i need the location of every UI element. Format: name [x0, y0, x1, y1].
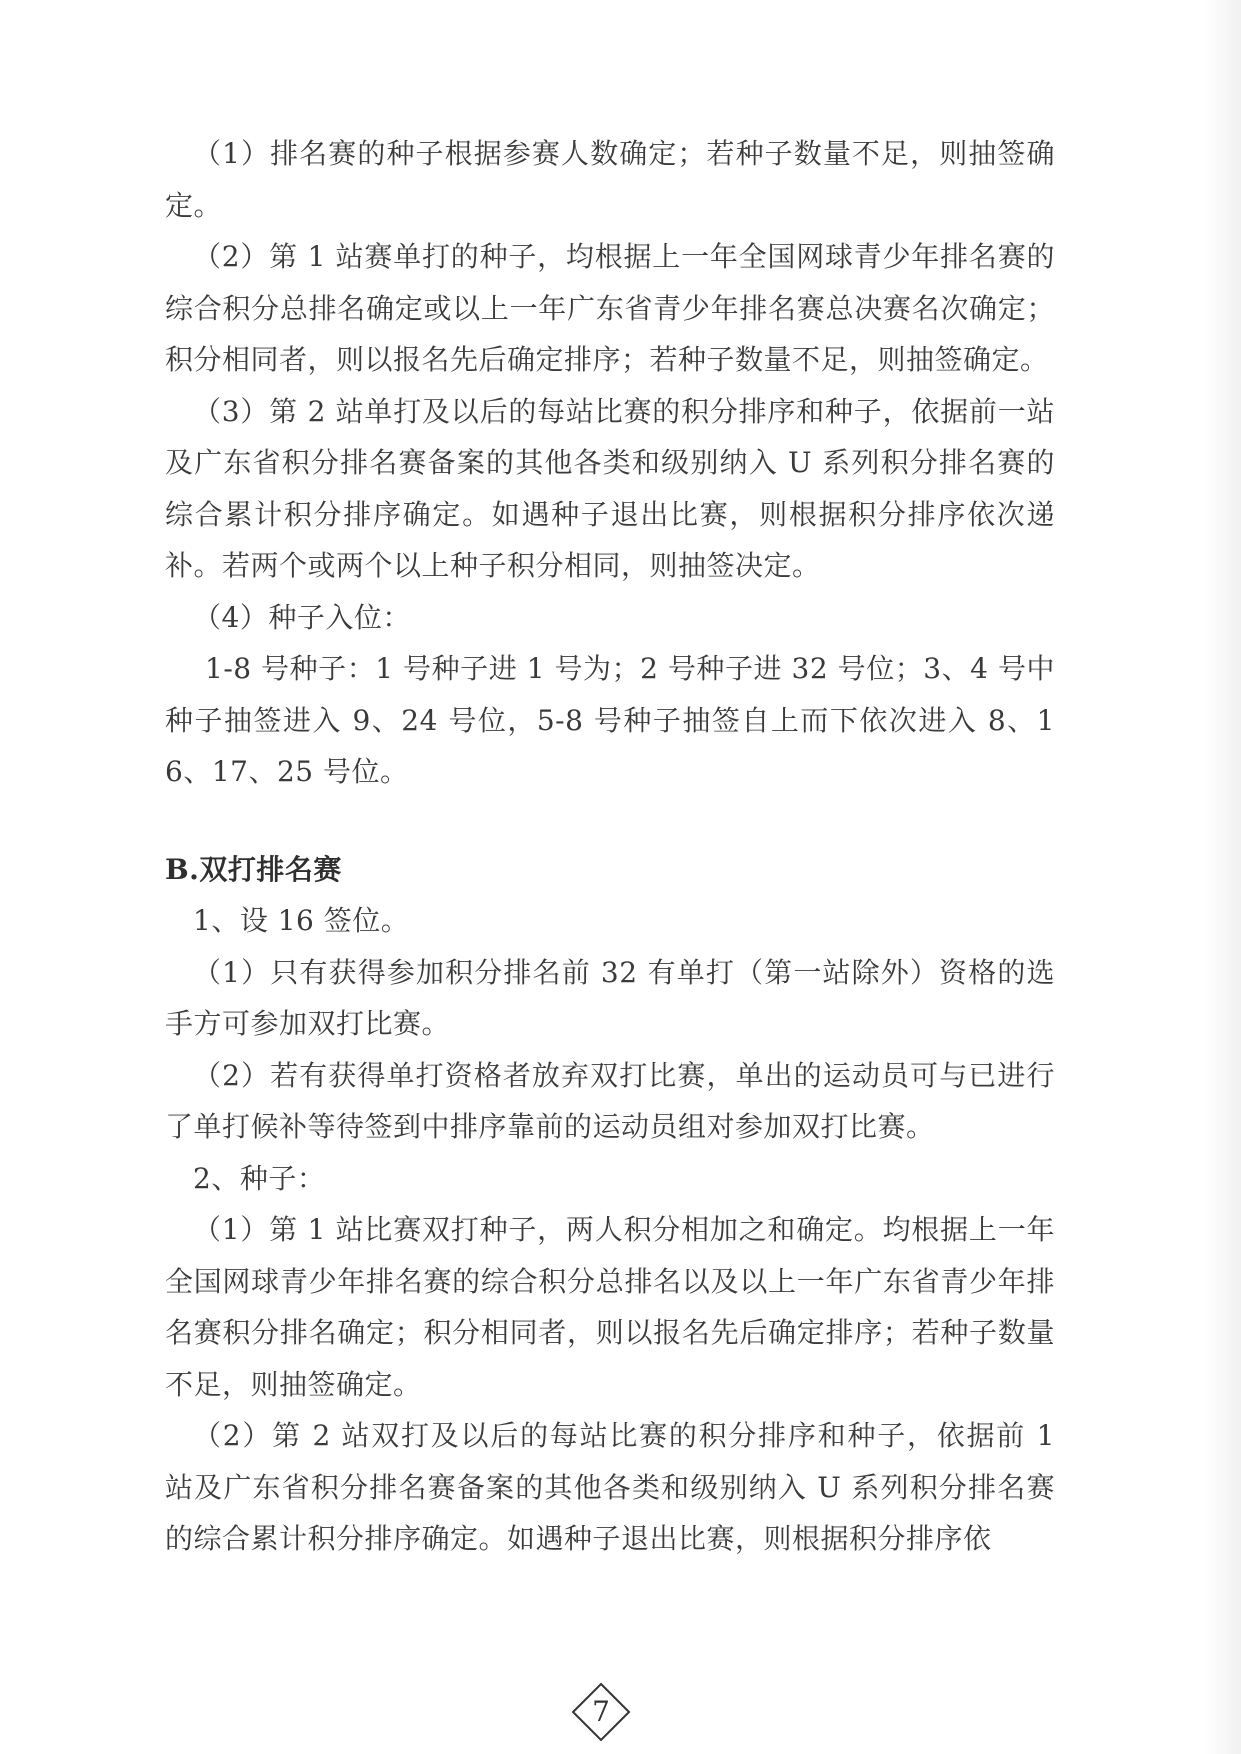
page-shadow-edge [1205, 0, 1241, 1754]
document-page [165, 128, 1055, 1588]
page-number: 7 [592, 1695, 610, 1728]
paragraph-seed-placement: 1-8 号种子：1 号种子进 1 号为；2 号种子进 32 号位；3、4 号中种子抽签进入 9、24 号位，5-8 号种子抽签自上而下依次进入 8、16、17、25 号位。 [165, 652, 1055, 788]
section-title-doubles: B.双打排名赛 [165, 852, 342, 886]
paragraph-draw-size: 1、设 16 签位。 [193, 904, 410, 937]
paragraph-doubles-seed-rule-2: （2）第 2 站双打及以后的每站比赛的积分排序和种子，依据前 1 站及广东省积分排名赛备案的其他各类和级别纳入 U 系列积分排名赛的综合累计积分排序确定。如遇种子退出比赛，则根据积分排序依 [165, 1419, 1055, 1555]
paragraph-doubles-seeds-heading: 2、种子： [193, 1161, 326, 1195]
page-number-badge [571, 1682, 631, 1742]
paragraph-seed-rule-2: （2）第 1 站赛单打的种子，均根据上一年全国网球青少年排名赛的综合积分总排名确定或以上一年广东省青少年排名赛总决赛名次确定；积分相同者，则以报名先后确定排序；若种子数量不足，则抽签确定。 [165, 240, 1055, 376]
paragraph-doubles-seed-rule-1: （1）第 1 站比赛双打种子，两人积分相加之和确定。均根据上一年全国网球青少年排名赛的综合积分总排名以及以上一年广东省青少年排名赛积分排名确定；积分相同者，则以报名先后确定排序；若种子数量不足，则抽签确定。 [165, 1213, 1055, 1401]
paragraph-seed-rule-4: （4）种子入位： [193, 600, 411, 634]
paragraph-seed-rule-1: （1）排名赛的种子根据参赛人数确定；若种子数量不足，则抽签确定。 [165, 137, 1055, 222]
paragraph-doubles-eligibility: （1）只有获得参加积分排名前 32 有单打（第一站除外）资格的选手方可参加双打比赛。 [165, 955, 1055, 1040]
paragraph-seed-rule-3: （3）第 2 站单打及以后的每站比赛的积分排序和种子，依据前一站及广东省积分排名赛备案的其他各类和级别纳入 U 系列积分排名赛的综合累计积分排序确定。如遇种子退出比赛，则根据积分排序依次递补。若两个或两个以上种子积分相同，则抽签决定。 [165, 394, 1055, 582]
paragraph-doubles-substitution: （2）若有获得单打资格者放弃双打比赛，单出的运动员可与已进行了单打候补等待签到中排序靠前的运动员组对参加双打比赛。 [165, 1058, 1055, 1143]
